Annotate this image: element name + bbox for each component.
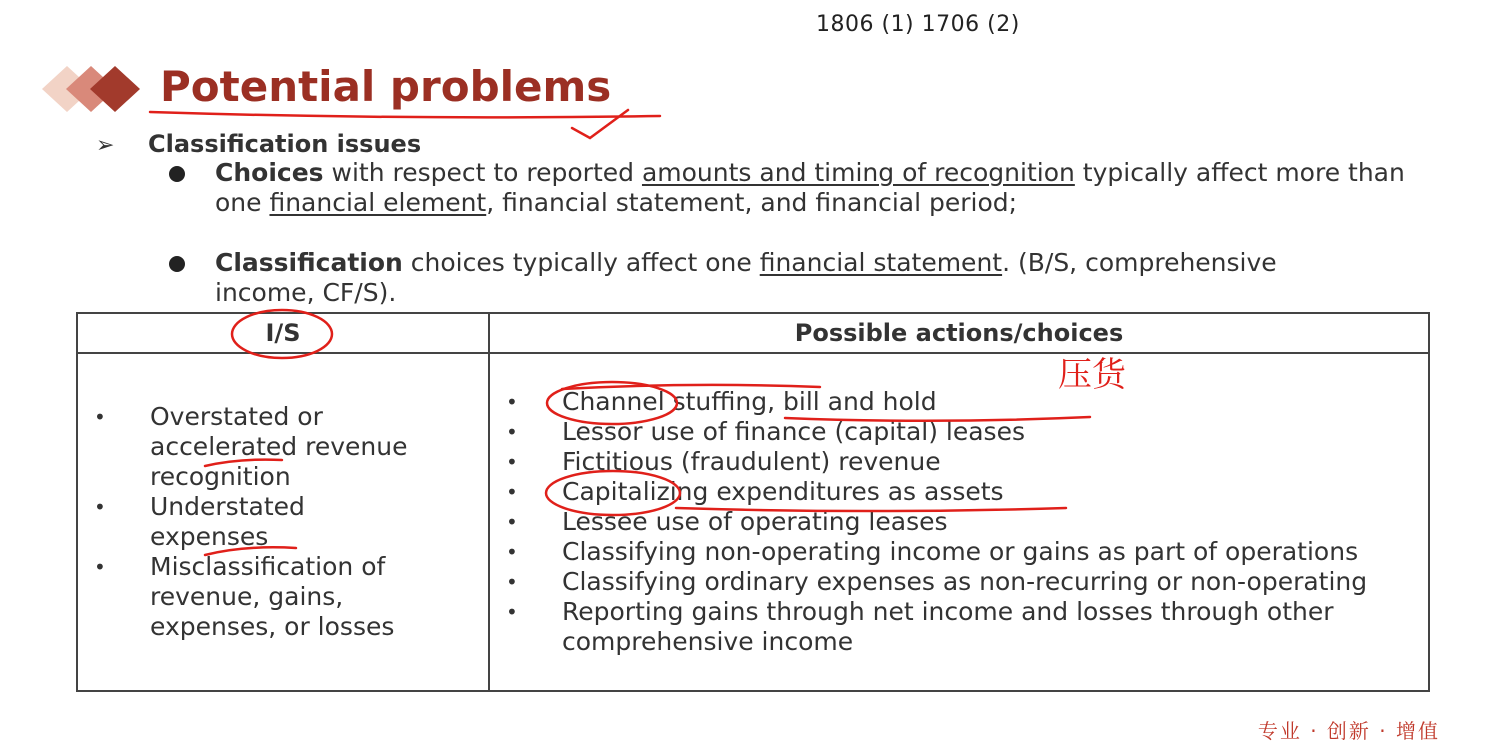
column-header-is: I/S bbox=[77, 313, 489, 353]
bullet-text: choices typically affect one bbox=[402, 248, 760, 277]
list-item: • Fictitious (fraudulent) revenue bbox=[490, 447, 1428, 477]
bullet-dot-icon bbox=[169, 166, 185, 182]
section-heading-text: Classification issues bbox=[148, 130, 422, 158]
list-item: • Lessor use of finance (capital) leases bbox=[490, 417, 1428, 447]
bullet-choices bbox=[215, 158, 1415, 218]
is-cell bbox=[77, 353, 489, 691]
list-item: • Capitalizing expenditures as assets bbox=[490, 477, 1428, 507]
bullet-underlined: amounts and timing of recognition bbox=[641, 158, 1075, 187]
bullet-text: with respect to reported bbox=[323, 158, 642, 187]
bullet-lead: Choices bbox=[215, 158, 324, 187]
list-item: • Lessee use of operating leases bbox=[490, 507, 1428, 537]
bullet-dot-icon bbox=[169, 256, 185, 272]
actions-cell bbox=[489, 353, 1429, 691]
diamond-logo-icon bbox=[40, 64, 150, 114]
handwritten-note: 压货 bbox=[1058, 355, 1126, 395]
page-reference: 1806 (1) 1706 (2) bbox=[816, 12, 1020, 37]
title-underline-stroke bbox=[150, 112, 660, 117]
column-header-actions: Possible actions/choices bbox=[489, 313, 1429, 353]
list-item: • Understated expenses bbox=[78, 492, 408, 552]
bullet-classification bbox=[215, 248, 1335, 308]
checkmark-stroke bbox=[572, 110, 628, 138]
bullet-underlined: financial statement bbox=[759, 248, 1003, 277]
arrow-bullet-icon: ➢ bbox=[96, 133, 115, 158]
bullet-lead: Classification bbox=[215, 248, 403, 277]
footer-slogan: 专业 · 创新 · 增值 bbox=[1257, 719, 1440, 743]
bullet-text: typically affect more than one bbox=[215, 158, 1405, 217]
list-item: • Classifying non-operating income or gains as part of operations bbox=[490, 537, 1428, 567]
list-item: • Reporting gains through net income and losses through other comprehensive income bbox=[490, 597, 1428, 657]
list-item: • Overstated or accelerated revenue recognition bbox=[78, 402, 408, 492]
table-row bbox=[77, 353, 1429, 691]
list-item: • Misclassification of revenue, gains, expenses, or losses bbox=[78, 552, 408, 642]
page-title: Potential problems bbox=[160, 62, 612, 111]
bullet-text: . (B/S, comprehensive income, CF/S). bbox=[215, 248, 1277, 307]
table-header-row bbox=[77, 313, 1429, 353]
list-item: • Channel stuffing, bill and hold bbox=[490, 387, 1428, 417]
section-heading bbox=[96, 130, 421, 158]
actions-table bbox=[76, 312, 1430, 692]
list-item: • Classifying ordinary expenses as non-recurring or non-operating bbox=[490, 567, 1428, 597]
bullet-text: , financial statement, and financial period; bbox=[486, 188, 1018, 217]
bullet-underlined: financial element bbox=[269, 188, 487, 217]
